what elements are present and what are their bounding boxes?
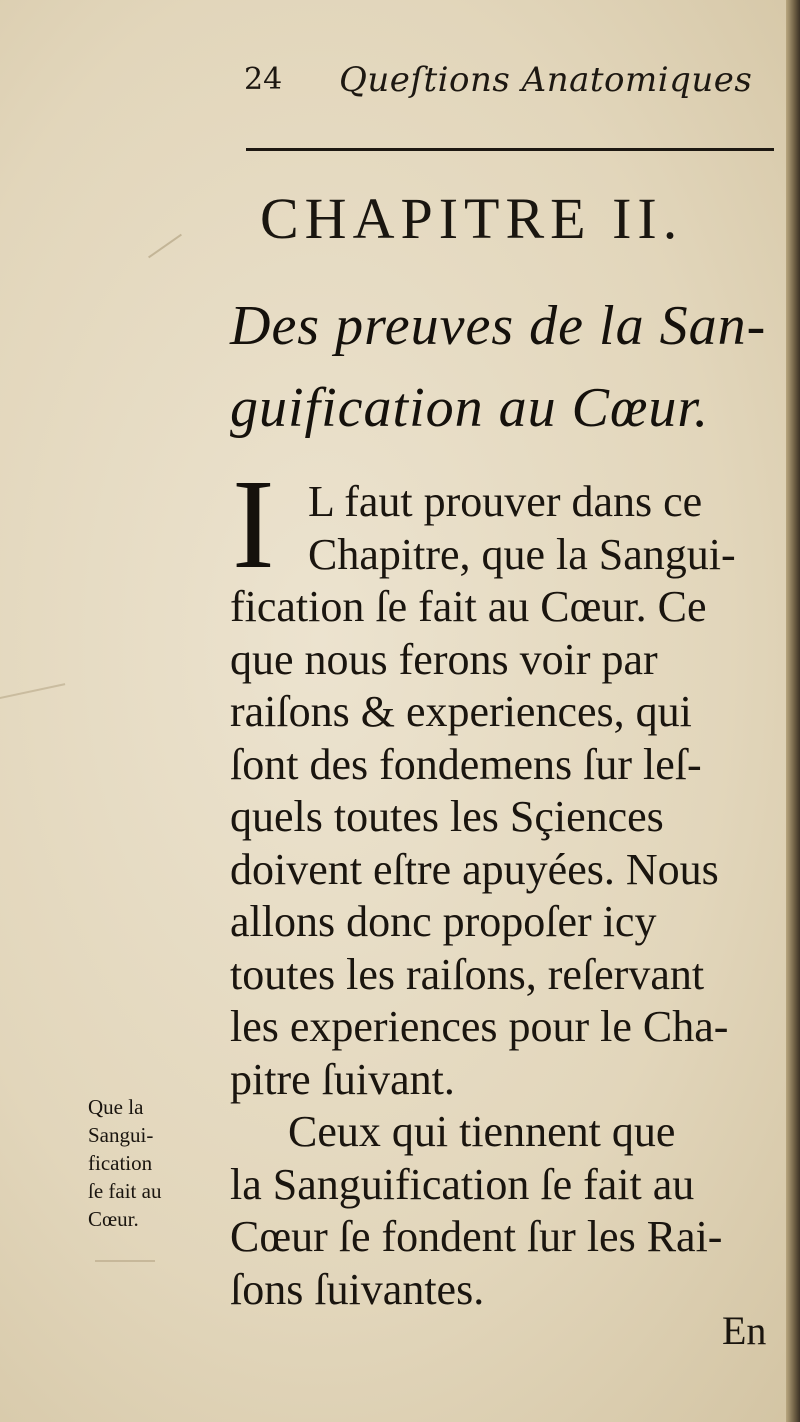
margin-note-line: Sangui- [88,1123,154,1147]
margin-note-line: ſe fait au [88,1179,162,1203]
text-line: que nous ferons voir par [230,634,658,684]
text-line: toutes les raiſons, reſervant [230,949,705,999]
section-title-line: Des preuves de la San- [230,295,767,357]
page-number: 24 [244,62,283,97]
text-line: fication ſe fait au Cœur. Ce [230,582,707,631]
margin-note [88,1093,223,1233]
body-text [230,476,790,1316]
text-line: les experiences pour le Cha- [230,1002,729,1051]
text-line: pitre ſuivant. [230,1054,455,1104]
text-line: ſons ſuivantes. [230,1264,485,1314]
text-line: L faut prouver dans ce [308,477,703,526]
paper-mark [0,683,74,739]
text-line: quels toutes les Sçiences [230,792,664,841]
running-title: Queſtions Anatomiques [339,60,753,100]
drop-cap: I [232,453,275,595]
text-line: allons donc propoſer icy [230,897,657,946]
text-line: raiſons & experiences, qui [230,687,692,736]
section-title [230,285,790,449]
margin-note-line: Que la [88,1095,144,1119]
text-line: ſont des fondemens ſur leſ- [230,739,702,789]
section-title-line: guification au Cœur. [230,377,709,439]
page-header [244,62,764,106]
margin-note-line: fication [88,1151,153,1175]
text-line: Cœur ſe fondent ſur les Rai- [230,1212,723,1261]
text-line: la Sanguification ſe fait au [230,1159,695,1209]
chapter-title: CHAPITRE II. [260,186,684,251]
text-line: doivent eſtre apuyées. Nous [230,844,719,894]
margin-note-line: Cœur. [88,1207,139,1231]
paper-mark [95,1260,155,1262]
header-rule [246,148,774,151]
catchword: En [722,1308,767,1353]
text-line: Chapitre, que la Sangui- [308,529,736,579]
paper-mark [148,234,182,259]
text-line: Ceux qui tiennent que [288,1107,676,1156]
